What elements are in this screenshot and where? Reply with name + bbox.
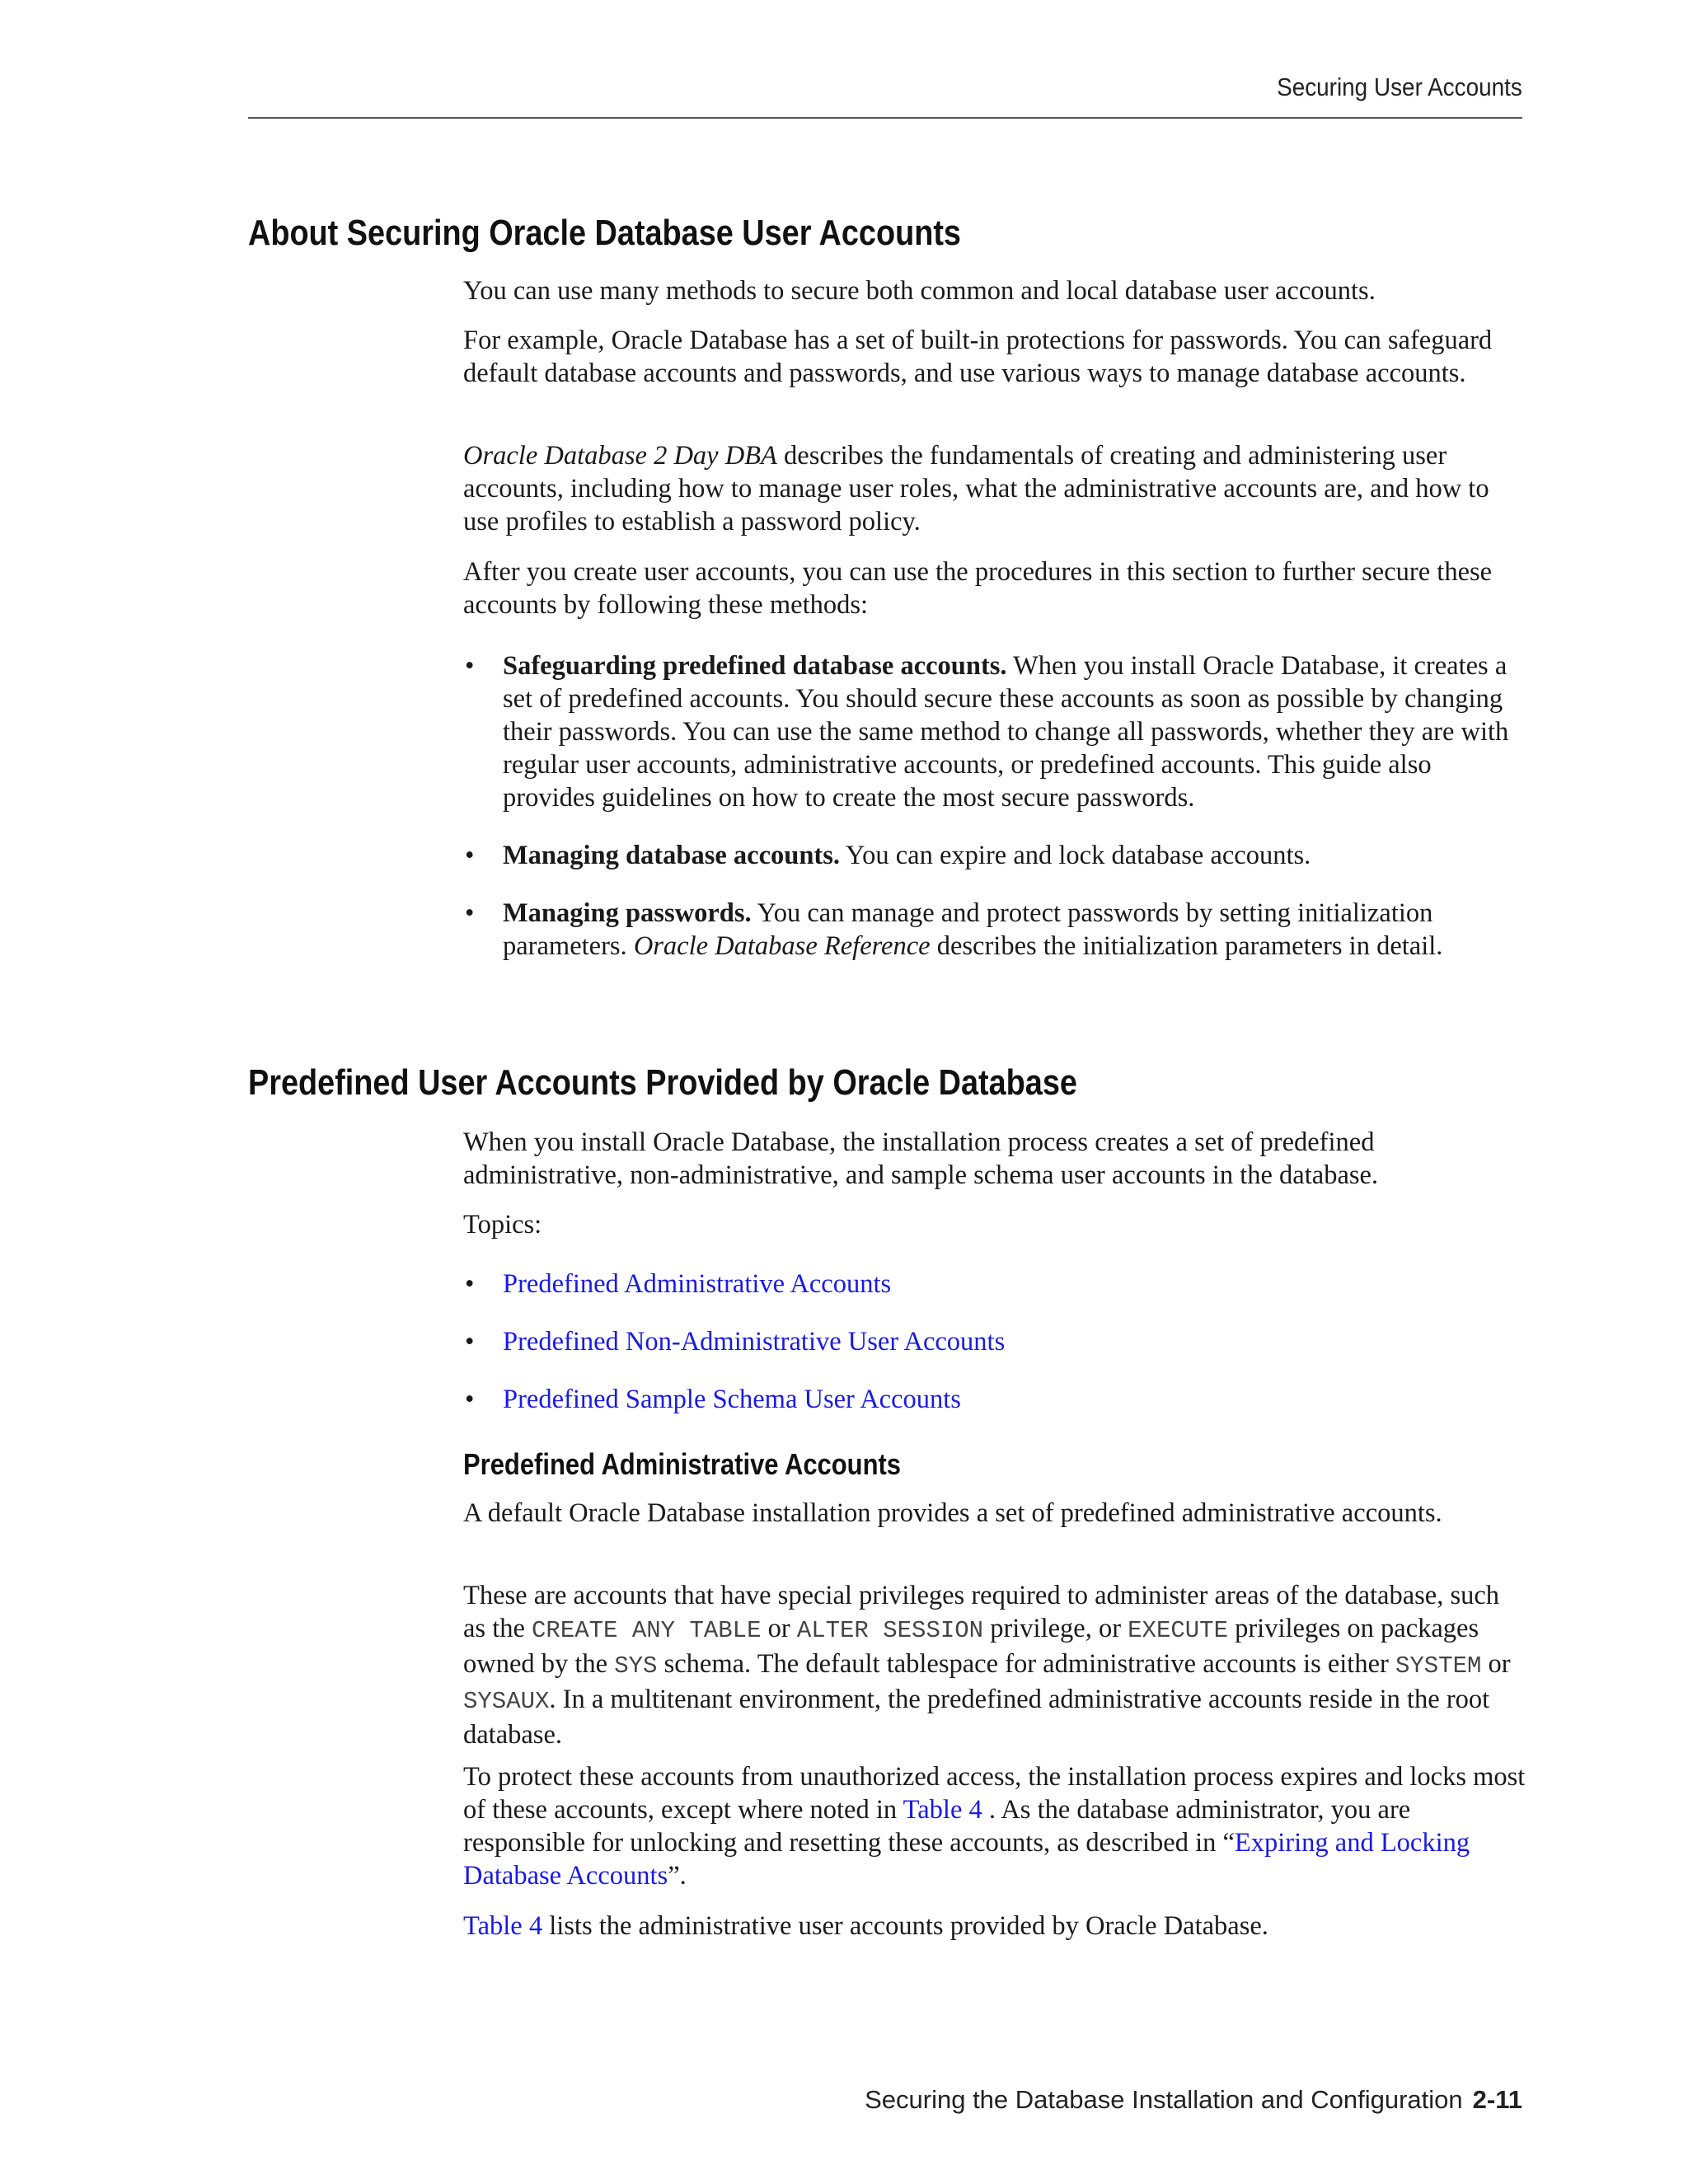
page-number: 2-11	[1472, 2085, 1522, 2114]
link-expiring-and-locking[interactable]: Expiring and Locking Database Accounts	[463, 1828, 1470, 1891]
paragraph-example: For example, Oracle Database has a set of built-in protections for passwords. You can safeguard default database accounts and passwords, and use various ways to manage database accounts.	[463, 326, 1493, 388]
topic-item	[463, 1325, 1526, 1358]
link-predefined-administrative-accounts[interactable]: Predefined Administrative Accounts	[503, 1269, 892, 1299]
topics-label: Topics:	[463, 1210, 542, 1240]
code-sys: SYS	[614, 1652, 658, 1680]
paragraph-methods-intro: After you create user accounts, you can use the procedures in this section to further secure these accounts by following these methods:	[463, 557, 1493, 620]
text-run: or	[1481, 1649, 1511, 1679]
paragraph-install-creates: When you install Oracle Database, the installation process creates a set of predefined administrative, non-administrative, and sample schema user accounts in the database.	[463, 1127, 1379, 1190]
list-item-lead: Managing database accounts.	[503, 841, 840, 870]
link-table-4[interactable]: Table 4	[463, 1911, 543, 1941]
code-system: SYSTEM	[1395, 1652, 1482, 1680]
book-title-2-day-dba: Oracle Database 2 Day DBA	[463, 441, 777, 471]
text-run: These are accounts that have special privileges required to administer areas of the database, such as the	[463, 1581, 1500, 1643]
text-run: lists the administrative user accounts provided by Oracle Database.	[542, 1911, 1268, 1941]
text-run: privilege, or	[983, 1614, 1128, 1643]
topics-list	[463, 1268, 1526, 1416]
topic-item	[463, 1268, 1526, 1301]
code-execute: EXECUTE	[1128, 1617, 1228, 1644]
paragraph-intro: You can use many methods to secure both common and local database user accounts.	[463, 276, 1376, 306]
code-sysaux: SYSAUX	[463, 1688, 550, 1715]
code-alter-session: ALTER SESSION	[796, 1617, 984, 1644]
paragraph-2-day-dba-text: describes the fundamentals of creating and administering user accounts, including how to manage user roles, what the administrative accounts are, and how to use profiles to establish a password policy.	[463, 441, 1489, 537]
bullet-icon: •	[465, 898, 475, 928]
paragraph-special-privileges	[463, 1579, 1526, 1751]
list-item	[463, 649, 1526, 814]
paragraph-protect-accounts	[463, 1760, 1526, 1892]
topic-item	[463, 1383, 1526, 1416]
text-run: ”.	[668, 1861, 687, 1891]
section-title-predefined-accounts: Predefined User Accounts Provided by Oracle Database	[248, 1062, 1077, 1103]
list-item	[463, 897, 1526, 963]
header-rule	[248, 117, 1522, 119]
paragraph-2-day-dba	[463, 439, 1526, 538]
paragraph-default-install: A default Oracle Database installation provides a set of predefined administrative accounts.	[463, 1498, 1442, 1528]
bullet-icon: •	[465, 651, 475, 681]
book-title-database-reference: Oracle Database Reference	[633, 931, 931, 961]
bullet-icon: •	[465, 1327, 475, 1357]
code-create-any-table: CREATE ANY TABLE	[532, 1617, 762, 1644]
bullet-icon: •	[465, 841, 475, 870]
text-run: privileges on packages owned by the	[463, 1614, 1479, 1679]
list-item	[463, 839, 1526, 872]
list-item-text-end: describes the initialization parameters in detail.	[930, 931, 1443, 961]
link-table-4[interactable]: Table 4	[903, 1795, 982, 1825]
text-run: To protect these accounts from unauthorized access, the installation process expires and locks most of these accounts, except where noted in	[463, 1762, 1526, 1825]
text-run: schema. The default tablespace for administrative accounts is either	[657, 1649, 1395, 1679]
list-item-lead: Managing passwords.	[503, 898, 752, 928]
link-predefined-sample-schema-accounts[interactable]: Predefined Sample Schema User Accounts	[503, 1385, 961, 1414]
text-run: . As the database administrator, you are responsible for unlocking and resetting these accounts, as described in “	[463, 1795, 1411, 1858]
subsection-title-admin-accounts: Predefined Administrative Accounts	[463, 1447, 902, 1481]
text-run: . In a multitenant environment, the predefined administrative accounts reside in the root database.	[463, 1685, 1490, 1750]
methods-list	[463, 649, 1526, 963]
paragraph-table-4-lists	[463, 1910, 1526, 1943]
section-title-about-securing: About Securing Oracle Database User Accounts	[248, 213, 961, 253]
running-header: Securing User Accounts	[1277, 73, 1522, 101]
text-run: or	[761, 1614, 797, 1643]
footer-title: Securing the Database Installation and Configuration	[865, 2085, 1463, 2114]
bullet-icon: •	[465, 1385, 475, 1414]
list-item-text: You can manage and protect passwords by setting initialization parameters.	[503, 898, 1433, 961]
page-footer	[865, 2085, 1522, 2115]
list-item-text: You can expire and lock database accounts.	[840, 841, 1311, 870]
link-predefined-non-administrative-accounts[interactable]: Predefined Non-Administrative User Accounts	[503, 1327, 1006, 1357]
list-item-text: When you install Oracle Database, it creates a set of predefined accounts. You should secure these accounts as soon as possible by changing their passwords. You can use the same method to change all passwords, whether they are with regular user accounts, administrative accounts, or predefined accounts. This guide also provides guidelines on how to create the most secure passwords.	[503, 651, 1509, 813]
list-item-lead: Safeguarding predefined database accounts.	[503, 651, 1007, 681]
bullet-icon: •	[465, 1269, 475, 1299]
